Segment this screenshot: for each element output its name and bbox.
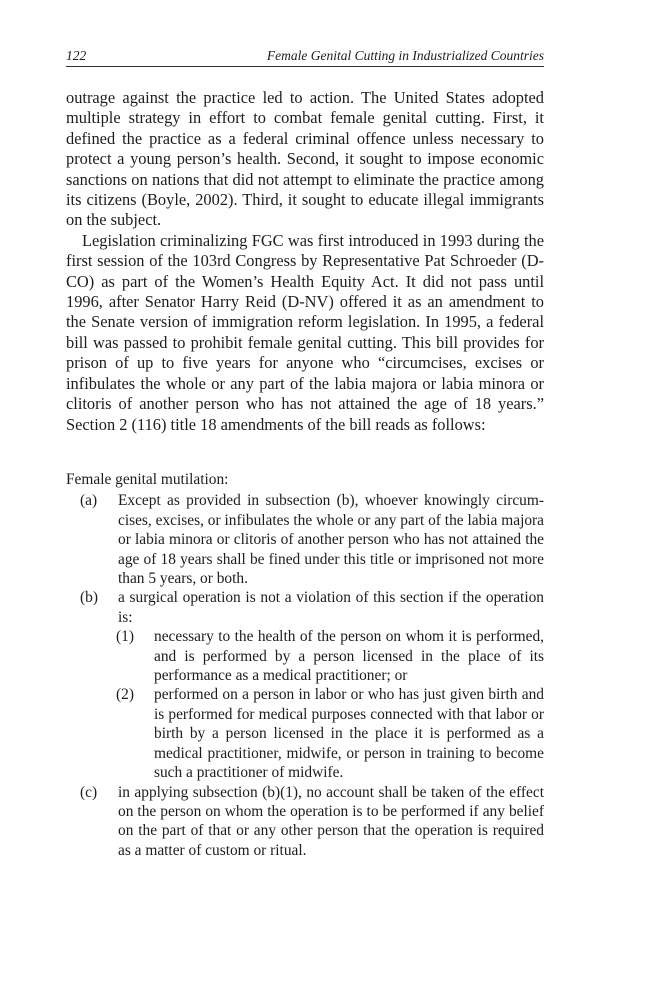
statute-clause: [66, 588, 544, 627]
body-text: [66, 88, 544, 435]
page-number: 122: [66, 48, 87, 63]
statute-subclause: [66, 627, 544, 685]
statute-subclause: [66, 685, 544, 782]
statute-extract: [66, 470, 544, 860]
subclause-text: performed on a person in labor or who has just given birth and is performed for medical purposes connected with that labor or birth by a person licensed in the place it is performed as a medical practitioner, midwife, or person in training to become such a practitioner of midwife.: [154, 686, 544, 782]
running-title: Female Genital Cutting in Industrialized Countries: [266, 48, 544, 63]
clause-label: (b): [80, 589, 98, 607]
clause-text: Except as provided in subsection (b), whoever knowingly circumcises, excises, or infibulates the whole or any part of the labia majora or labia minora or clitoris of another person who has not attained the age of 18 years shall be fined under this title or imprisoned not more than 5 years, or both.: [118, 492, 544, 588]
clause-text: a surgical operation is not a violation of this section if the operation is:: [118, 589, 544, 626]
subclause-label: (1): [116, 628, 134, 646]
subclause-text: necessary to the health of the person on whom it is performed, and is performed by a person licensed in the place of its performance as a medical practitioner; or: [154, 628, 544, 685]
clause-text: in applying subsection (b)(1), no account shall be taken of the effect on the person on whom the operation is to be performed if any belief on the part of that or any other person that the operation is required as a matter of custom or ritual.: [118, 783, 544, 859]
subclause-label: (2): [116, 686, 134, 704]
statute-clause: [66, 783, 544, 861]
body-paragraph: Legislation criminalizing FGC was first introduced in 1993 during the first session of the 103rd Congress by Representative Pat Schroeder (D-CO) as part of the Women’s Health Equity Act. It did not pass until 1996, after Senator Harry Reid (D-NV) offered it as an amendment to the Senate version of immigration reform legislation. In 1995, a federal bill was passed to prohibit female genital cutting. This bill provides for prison of up to five years for anyone who “circumcises, excises or infibulates the whole or any part of the labia majora or labia minora or clitoris of another person who has not attained the age of 18 years.” Section 2 (116) title 18 amendments of the bill reads as follows:: [66, 230, 544, 434]
statute-clause: [66, 491, 544, 588]
body-paragraph: outrage against the practice led to action. The United States adopted multiple strategy in effort to combat female genital cutting. First, it defined the practice as a federal criminal offence unless necessary to protect a young person’s health. Second, it sought to impose economic sanctions on nations that did not attempt to eliminate the practice among its citizens (Boyle, 2002). Third, it sought to educate illegal immigrants on the subject.: [66, 88, 544, 230]
clause-label: (c): [80, 783, 98, 801]
running-head: [66, 47, 544, 65]
header-rule: [66, 66, 544, 67]
extract-title: Female genital mutilation:: [66, 471, 229, 488]
clause-label: (a): [80, 492, 98, 510]
